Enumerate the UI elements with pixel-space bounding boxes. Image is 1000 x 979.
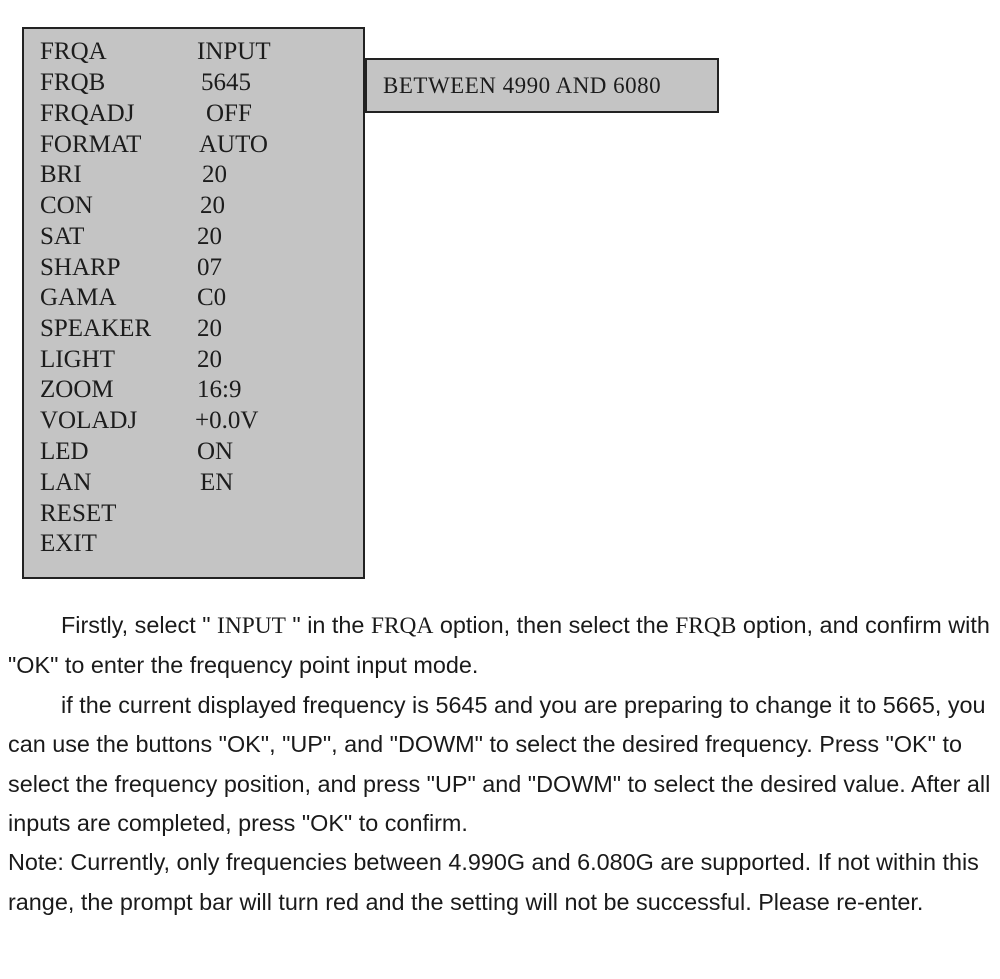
menu-label: RESET [40, 500, 117, 527]
menu-value: 07 [197, 254, 222, 281]
menu-value: EN [200, 469, 234, 496]
menu-label: VOLADJ [40, 407, 138, 434]
instruction-text: Firstly, select " [61, 612, 218, 638]
menu-label: GAMA [40, 284, 117, 311]
menu-label: LIGHT [40, 346, 115, 373]
menu-row-frqb[interactable] [40, 67, 360, 98]
instruction-text: option, then select the [433, 612, 676, 638]
menu-label: LED [40, 438, 89, 465]
menu-row-lan[interactable] [40, 467, 360, 498]
menu-row-led[interactable] [40, 436, 360, 467]
menu-value: C0 [197, 284, 227, 311]
menu-label: LAN [40, 469, 92, 496]
instruction-text: option, and confirm with "OK" to enter the frequency point input mode. [8, 612, 990, 679]
menu-label: ZOOM [40, 376, 114, 403]
menu-row-con[interactable] [40, 190, 360, 221]
frequency-range-prompt-bar: BETWEEN 4990 AND 6080 [365, 58, 719, 113]
menu-label: BRI [40, 161, 82, 188]
menu-value: 20 [197, 346, 222, 373]
menu-value: 16:9 [197, 376, 242, 403]
menu-value: OFF [206, 100, 252, 127]
menu-value: INPUT [197, 38, 271, 65]
menu-label: SAT [40, 223, 85, 250]
menu-value: 20 [197, 223, 222, 250]
instruction-paragraph [8, 606, 996, 686]
menu-label: SPEAKER [40, 315, 152, 342]
menu-row-exit[interactable] [40, 528, 360, 559]
menu-row-bri[interactable] [40, 159, 360, 190]
menu-value: 20 [200, 192, 225, 219]
menu-label: FRQB [40, 69, 106, 96]
menu-row-frqa[interactable] [40, 36, 360, 67]
instruction-paragraph: if the current displayed frequency is 5645 and you are preparing to change it to 5665, you can use the buttons "OK", "UP", and "DOWM" to select the desired frequency. Press "OK" to select the frequency position, and press "UP" and "DOWM" to select the desired value. After all inputs are completed, press "OK" to confirm. [8, 691, 991, 837]
menu-value: AUTO [199, 131, 268, 158]
osd-settings-menu [22, 27, 365, 579]
menu-row-gama[interactable] [40, 282, 360, 313]
instruction-option-name: FRQA [370, 613, 434, 639]
menu-label: FRQADJ [40, 100, 135, 127]
instructions-text [8, 606, 996, 922]
menu-value: 20 [202, 161, 227, 188]
menu-label: FORMAT [40, 131, 142, 158]
menu-row-reset[interactable] [40, 498, 360, 529]
menu-row-speaker[interactable] [40, 313, 360, 344]
instruction-text: " in the [285, 612, 371, 638]
menu-value: ON [197, 438, 234, 465]
menu-value: 5645 [201, 69, 251, 96]
menu-row-sharp[interactable] [40, 252, 360, 283]
note-paragraph: Note: Currently, only frequencies between 4.990G and 6.080G are supported. If not within this range, the prompt bar will turn red and the setting will not be successful. Please re-enter. [8, 849, 979, 915]
menu-row-voladj[interactable] [40, 405, 360, 436]
menu-row-zoom[interactable] [40, 374, 360, 405]
menu-value: +0.0V [195, 407, 259, 434]
menu-row-frqadj[interactable] [40, 98, 360, 129]
menu-label: CON [40, 192, 93, 219]
instruction-option-name: INPUT [217, 613, 286, 639]
menu-label: SHARP [40, 254, 121, 281]
menu-value: 20 [197, 315, 222, 342]
menu-row-light[interactable] [40, 344, 360, 375]
menu-row-sat[interactable] [40, 221, 360, 252]
menu-label: FRQA [40, 38, 107, 65]
instruction-option-name: FRQB [675, 613, 737, 639]
menu-label: EXIT [40, 530, 97, 557]
menu-row-format[interactable] [40, 129, 360, 160]
